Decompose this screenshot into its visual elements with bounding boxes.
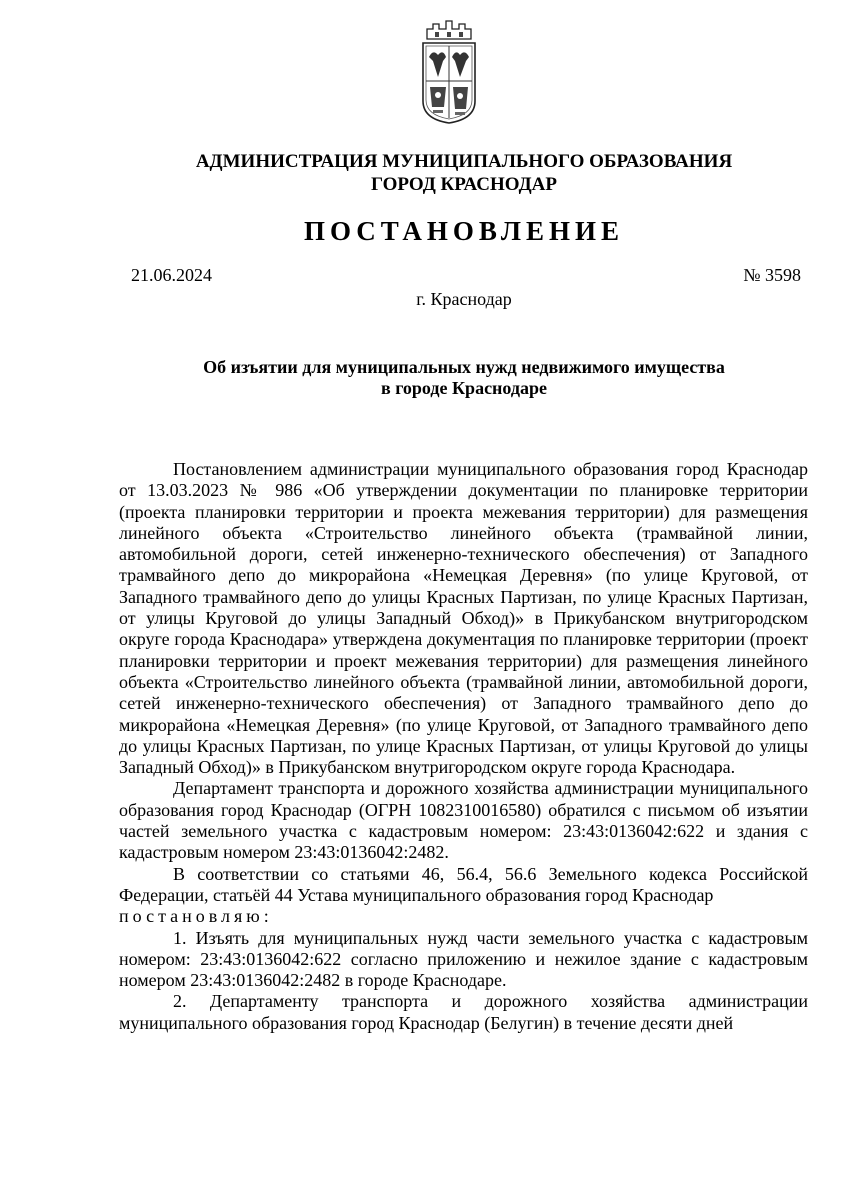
paragraph-request: Департамент транспорта и дорожного хозяйства администрации муниципального образования город Краснодар (ОГРН 1082310016580) обратился с письмом об изъятии частей земельного участка с кадастровым номером: 23:43:0136042:622 и здания с кадастровым номером 23:43:0136042:2482. [119, 778, 808, 863]
authority-line-2: ГОРОД КРАСНОДАР [370, 174, 557, 195]
subject-line-1: Об изъятии для муниципальных нужд недвижимого имущества [203, 357, 725, 377]
document-date: 21.06.2024 [131, 265, 212, 285]
subject-line-2: в городе Краснодаре [380, 378, 548, 398]
paragraph-legal-basis: В соответствии со статьями 46, 56.4, 56.6 Земельного кодекса Российской Федерации, статьёй 44 Устава муниципального образования город Краснодар [119, 863, 808, 905]
authority-line-1: АДМИНИСТРАЦИЯ МУНИЦИПАЛЬНОГО ОБРАЗОВАНИЯ [195, 151, 733, 172]
paragraph-item-1: 1. Изъять для муниципальных нужд части земельного участка с кадастровым номером: 23:43:0136042:622 согласно приложению и нежилое здание с кадастровым номером 23:43:0136042:2482 в городе Краснодаре. [119, 927, 808, 991]
issuing-authority [0, 150, 849, 196]
document-body [119, 459, 808, 1034]
document-city: г. Краснодар [416, 289, 512, 309]
decree-word: постановляю: [119, 906, 273, 927]
paragraph-preamble: Постановлением администрации муниципального образования город Краснодар от 13.03.2023 № 986 «Об утверждении документации по планировке территории (проекта планировки территории и проекта межевания территории) для размещения линейного объекта «Строительство линейного объекта (трамвайной линии, автомобильной дороги, сетей инженерно-технического обеспечения) от Западного трамвайного депо до микрорайона «Немецкая Деревня» (по улице Круговой, от Западного трамвайного депо до улицы Красных Партизан, по улице Красных Партизан, от улицы Круговой до улицы Западный Обход)» в Прикубанском внутригородском округе города Краснодара» утверждена документация по планировке территории (проект планировки территории и проект межевания территории) для размещения линейного объекта «Строительство линейного объекта (трамвайной линии, автомобильной дороги, сетей инженерно-технического обеспечения) от Западного трамвайного депо до микрорайона «Немецкая Деревня» (по улице Круговой, от Западного трамвайного депо до улицы Красных Партизан, по улице Красных Партизан, от улицы Круговой до улицы Западный Обход)» в Прикубанском внутригородском округе города Краснодара. [119, 459, 808, 778]
paragraph-item-2: 2. Департаменту транспорта и дорожного хозяйства администрации муниципального образования город Краснодар (Белугин) в течение десяти дней [119, 991, 808, 1033]
document-subject [0, 357, 849, 399]
document-type: ПОСТАНОВЛЕНИЕ [303, 216, 625, 246]
krasnodar-coat-of-arms-icon [413, 17, 485, 124]
document-number: № 3598 [743, 265, 801, 285]
